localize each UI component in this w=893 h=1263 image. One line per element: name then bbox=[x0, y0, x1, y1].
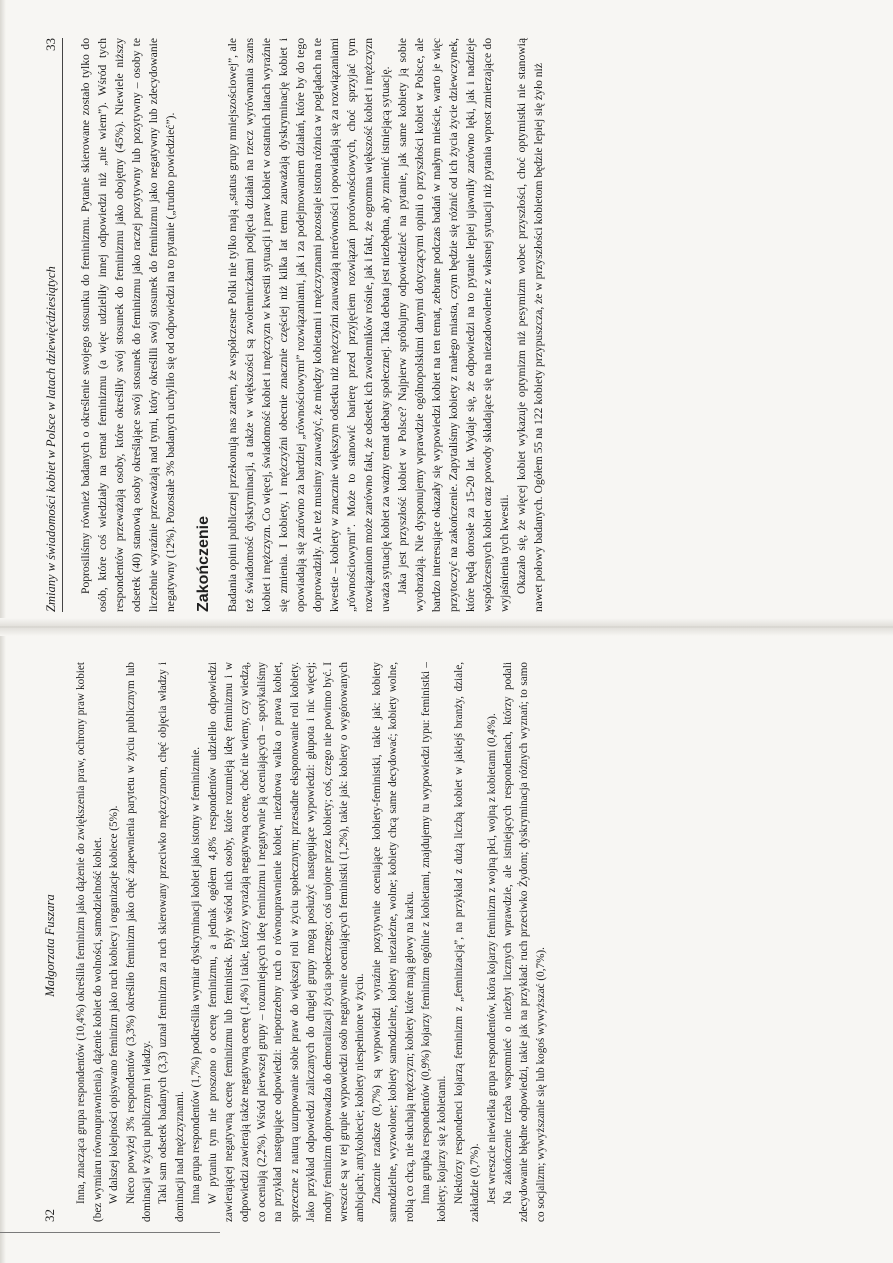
right-page-number: 33 bbox=[43, 38, 58, 51]
left-paragraph: Na zakończenie trzeba wspomnieć o niezbyt licznych wprawdzie, ale istniejących respondentach, którzy podali zdecydowanie błędne odpowiedzi, takie jak na przykład: ruch przeciwko Żydom; dyskryminacja różnych wyznań; to samo co socjalizm; wywyższanie się lub kogoś wywyższać (0,7%). bbox=[501, 662, 547, 1222]
right-paragraph: Okazało się, że więcej kobiet wykazuje optymizm niż pesymizm wobec przyszłości, choć optymistki nie stanowią nawet połowy badanych. Ogółem 55 na 122 kobiety przypuszcza, że w przyszłości kobietom będzie lepiej się żyło niż bbox=[515, 38, 545, 612]
right-paragraph: Jaka jest przyszłość kobiet w Polsce? Najpierw spróbujmy odpowiedzieć na pytanie, jak same kobiety ją sobie wyobrażają. Nie dysponujemy wprawdzie ogólnopolskimi danymi dotyczącymi opinii o przyszłości kobiet w Polsce, ale bardzo interesujące okazały się wypowiedzi kobiet na ten temat, zebrane podczas badań w małym mieście, warto je więc przytoczyć na zakończenie. Zapytaliśmy kobiety z małego miasta, czym będzie się różnić od ich życia życie dziewczynek, które będą dorosłe za 15-20 lat. Wydaje się, że odpowiedzi na to pytanie lepiej ujawniły zarówno lęki, jak i nadzieje współczesnych kobiet oraz powody składające się na niezadowolenie z własnej sytuacji niż pytania wprost zmierzające do wyjaśnienia tych kwestii. bbox=[396, 38, 511, 612]
left-paragraph: Inna grupa respondentów (1,7%) podkreśliła wymiar dyskryminacji kobiet jako istotny w feminizmie. bbox=[190, 746, 203, 1204]
left-paragraph: Inna grupka respondentów (0,9%) kojarzy feminizm ogólnie z kobietami, znajdujemy tu wypowiedzi typu: feministki – kobiety; kojarzy się z kobietami. bbox=[419, 662, 449, 1222]
left-page bbox=[42, 662, 822, 1222]
right-running-head bbox=[42, 38, 63, 612]
right-running-head-title: Zmiany w świadomości kobiet w Polsce w latach dziewięćdziesiątych bbox=[44, 266, 58, 612]
book-fold-shadow bbox=[0, 618, 893, 636]
left-paragraph: Inna, znacząca grupa respondentów (10,4%) określiła feminizm jako dążenie do zwiększenia praw, ochrony praw kobiet (bez wymiaru równouprawnienia), dążenie kobiet do wolności, samodzielność kobiet. bbox=[75, 662, 104, 1222]
right-page bbox=[42, 38, 852, 612]
left-paragraph: Nieco powyżej 3% respondentów (3,3%) określiło feminizm jako chęć zapewnienia parytetu w życiu publicznym lub dominacji w życiu publicznym i władzy. bbox=[124, 662, 154, 1222]
margin-rule bbox=[0, 1232, 220, 1233]
left-page-number: 32 bbox=[42, 1209, 57, 1222]
right-paragraph: Badania opinii publicznej przekonują nas zatem, że współczesne Polki nie tylko mają „status grupy mniejszościowej”, ale też świadomość dyskryminacji, a także w większości są zwolenniczkami podjęcia działań na rzecz wyrównania szans kobiet i mężczyzn. Co więcej, świadomość kobiet i mężczyzn w kwestii sytuacji i praw kobiet w ostatnich latach wyraźnie się zmienia. I kobiety, i mężczyźni obecnie znacznie częściej niż kilka lat temu zauważają dyskryminację kobiet i opowiadają się zarówno za bardziej „równościowymi” rozwiązaniami, jak i za podejmowaniem działań, które by do tego doprowadziły. Ale też musimy zauważyć, że między kobietami i mężczyznami pozostaje istotna różnica w poglądach na te kwestie – kobiety w znacznie większym odsetku niż mężczyźni zauważają nierówności i opowiadają się za rozwiązaniami „równościowymi”. Może to stanowić barierę przed przyjęciem rozwiązań prorównościowych, choć sprzyjać tym rozwiązaniom może zarówno fakt, że odsetek ich zwolenników rośnie, jak i fakt, że ogromna większość kobiet i mężczyzn uważa sytuację kobiet za ważny temat debaty społecznej. Taka debata jest niezbędna, aby zmienić istniejącą sytuację. bbox=[226, 38, 392, 612]
right-intro-paragraph: Poprosiliśmy również badanych o określenie swojego stosunku do feminizmu. Pytanie skierowane zostało tylko do osób, które coś wiedziały na temat feminizmu (a więc udzieliły innej odpowiedzi niż „nie wiem”). Wśród tych respondentów przeważają osoby, które określiły swój stosunek do feminizmu jako obojętny (45%). Niewiele niższy odsetek (40) stanowią osoby określające swój stosunek do feminizmu jako raczej pozytywny lub pozytywny – osoby te liczebnie wyraźnie przeważają nad tymi, który określili swój stosunek do feminizmu jako negatywny lub zdecydowanie negatywny (12%). Pozostałe 3% badanych uchyliło się od odpowiedzi na to pytanie („trudno powiedzieć”). bbox=[79, 38, 177, 612]
left-running-head bbox=[42, 662, 59, 1222]
left-paragraph: Znacznie rzadsze (0,7%) są wypowiedzi wyraźnie pozytywnie oceniające kobiety-feministki, takie jak: kobiety samodzielne, wyzwolone; kobiety samodzielne, kobiety niezależne, wolne; kobiety chcą same decydować; kobiety wolne, robią co chcą, nie słuchają mężczyzn; kobiety które mają głowy na karku. bbox=[370, 662, 416, 1222]
section-title: Zakończenie bbox=[195, 515, 212, 612]
left-paragraph: Niektórzy respondenci kojarzą feminizm z „feminizacją”, na przykład z dużą liczbą kobiet w jakiejś branży, dziale, zakładzie (0,7%). bbox=[452, 662, 482, 1222]
left-paragraph: W pytaniu tym nie proszono o ocenę feminizmu, a jednak ogółem 4,8% respondentów udzieliło odpowiedzi zawierającej negatywną ocenę feminizmu lub feministek. Były wśród nich osoby, które rozumieją ideę feminizmu i w odpowiedzi zawierają także negatywną ocenę (1,4%) i takie, którzy wyrażają negatywną ocenę, choć nie wiemy, czy wiedzą, co oceniają (2,2%). Wśród pierwszej grupy – rozumiejących ideę feminizmu i negatywnie ją oceniających – spotykaliśmy na przykład następujące odpowiedzi: niepotrzebny ruch o równouprawnienie kobiet, niezdrowa walka o prawa kobiet, sprzeczne z naturą uzurpowanie sobie praw do większej roli w życiu społecznym; przesadne eksponowanie roli kobiety. Jako przykład odpowiedzi zaliczanych do drugiej grupy mogą posłużyć następujące wypowiedzi: głupota i nic więcej; modny feminizm doprowadza do demoralizacji życia społecznego; coś urojone przez kobiety; coś, czego nie powinno być. I wreszcie są w tej grupie wypowiedzi osób negatywnie oceniających feministki (1,2%), takie jak: kobiety o wygórowanych ambicjach; antykobiecie; kobiety niespełnione w życiu. bbox=[206, 662, 367, 1222]
left-paragraph: Jest wreszcie niewielka grupa respondentów, która kojarzy feminizm z wojną płci, wojną z kobietami (0,4%). bbox=[485, 713, 498, 1204]
left-paragraph: Taki sam odsetek badanych (3,3) uznał feminizm za ruch skierowany przeciwko mężczyznom, chęć objęcia władzy i dominacji nad mężczyznami. bbox=[157, 662, 186, 1222]
left-paragraph: W dalszej kolejności opisywano feminizm jako ruch kobiecy i organizacje kobiece (5%). bbox=[108, 805, 121, 1204]
left-running-head-title: Małgorzata Fuszara bbox=[43, 894, 57, 997]
